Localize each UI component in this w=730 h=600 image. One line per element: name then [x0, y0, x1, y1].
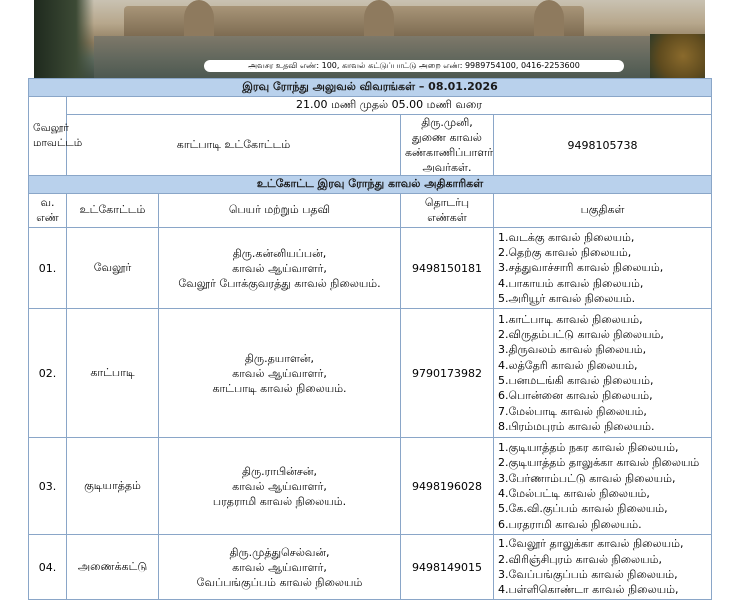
row-subdivision: வேலூர்	[67, 228, 159, 309]
col-subdivision: உட்கோட்டம்	[67, 194, 159, 228]
row-areas	[494, 438, 712, 535]
list-item: 4.லத்தேரி காவல் நிலையம்,	[498, 358, 638, 372]
list-item: 3.திருவலம் காவல் நிலையம்,	[498, 343, 647, 357]
list-item: 5.கே.வி.குப்பம் காவல் நிலையம்,	[498, 502, 668, 516]
list-item: 3.சத்துவாச்சாரி காவல் நிலையம்,	[498, 261, 664, 275]
emergency-info-strip: அவசர உதவி எண்: 100, காவல் கட்டுப்பாட்டு அறை எண்: 9989754100, 0416-2253600	[204, 60, 624, 72]
row-officer	[159, 438, 401, 535]
row-subdivision: குடியாத்தம்	[67, 438, 159, 535]
officer-title: துணை காவல் கண்காணிப்பாளர்	[405, 131, 493, 159]
row-areas	[494, 228, 712, 309]
table-row	[29, 309, 712, 438]
document-title: இரவு ரோந்து அலுவல் விவரங்கள் – 08.01.2026	[29, 79, 712, 97]
list-item: 5.பனமடங்கி காவல் நிலையம்,	[498, 374, 654, 387]
list-item: 5.அரியூர் காவல் நிலையம்.	[498, 291, 636, 305]
row-officer-station: வேலூர் போக்குவரத்து காவல் நிலையம்.	[178, 276, 381, 290]
row-officer-name: திரு.தயாளன்,	[244, 351, 315, 365]
col-areas: பகுதிகள்	[494, 194, 712, 228]
col-sno: வ. எண்	[29, 194, 67, 228]
title-row	[29, 79, 712, 97]
list-item: 6.பரதராமி காவல் நிலையம்.	[498, 517, 642, 531]
row-sno: 01.	[29, 228, 67, 309]
row-subdivision: அணைக்கட்டு	[67, 535, 159, 600]
fort-tower	[534, 0, 564, 36]
row-officer	[159, 228, 401, 309]
row-officer-name: திரு.ராபின்சன்,	[241, 464, 318, 478]
officer-name: திரு.முனி,	[421, 116, 473, 129]
fort-tower	[184, 0, 214, 36]
row-areas	[494, 309, 712, 438]
row-officer-name: திரு.முத்துசெல்வன்,	[229, 545, 330, 559]
row-officer-post: காவல் ஆய்வாளர்,	[232, 366, 327, 380]
time-range: 21.00 மணி முதல் 05.00 மணி வரை	[67, 97, 712, 115]
list-item: 4.பாகாயம் காவல் நிலையம்,	[498, 276, 644, 290]
row-officer-post: காவல் ஆய்வாளர்,	[232, 560, 327, 574]
row-phone: 9498196028	[401, 438, 494, 535]
row-phone: 9790173982	[401, 309, 494, 438]
district-label: வேலூர் மாவட்டம்	[29, 97, 67, 176]
row-areas	[494, 535, 712, 600]
subdivision-name: காட்பாடி உட்கோட்டம்	[67, 115, 401, 176]
tree-foliage	[650, 34, 705, 78]
tree-silhouette	[34, 0, 94, 78]
list-item: 3.பேர்ணாம்பட்டு காவல் நிலையம்,	[498, 471, 676, 485]
list-item: 2.குடியாத்தம் தாலுக்கா காவல் நிலையம்	[498, 456, 700, 470]
row-sno: 02.	[29, 309, 67, 438]
list-item: 4.மேல்பட்டி காவல் நிலையம்,	[498, 487, 650, 500]
row-sno: 03.	[29, 438, 67, 535]
list-item: 4.பள்ளிகொண்டா காவல் நிலையம்,	[498, 583, 679, 597]
row-sno: 04.	[29, 535, 67, 600]
list-item: 1.காட்பாடி காவல் நிலையம்,	[498, 312, 643, 326]
table-row	[29, 438, 712, 535]
officer-row	[29, 115, 712, 176]
col-contact: தொடர்பு எண்கள்	[401, 194, 494, 228]
list-item: 8.பிரம்மபுரம் காவல் நிலையம்.	[498, 419, 655, 433]
list-item: 1.வடக்கு காவல் நிலையம்,	[498, 230, 635, 244]
list-item: 2.விருதம்பட்டு காவல் நிலையம்,	[498, 328, 664, 342]
row-officer-post: காவல் ஆய்வாளர்,	[232, 479, 327, 493]
section-title: உட்கோட்ட இரவு ரோந்து காவல் அதிகாரிகள்	[29, 176, 712, 194]
row-officer-station: பரதராமி காவல் நிலையம்.	[212, 494, 347, 508]
row-officer	[159, 535, 401, 600]
section-row	[29, 176, 712, 194]
col-name-post: பெயர் மற்றும் பதவி	[159, 194, 401, 228]
row-officer-name: திரு.கன்னியப்பன்,	[232, 246, 327, 260]
table-row	[29, 228, 712, 309]
list-item: 7.மேல்பாடி காவல் நிலையம்,	[498, 404, 647, 418]
row-officer-post: காவல் ஆய்வாளர்,	[232, 261, 327, 275]
list-item: 6.பொன்னை காவல் நிலையம்,	[498, 389, 653, 403]
officer-suffix: அவர்கள்.	[422, 161, 472, 174]
row-officer-station: காட்பாடி காவல் நிலையம்.	[212, 381, 347, 395]
night-patrol-table	[28, 78, 712, 600]
row-phone: 9498150181	[401, 228, 494, 309]
fort-tower	[364, 0, 394, 36]
list-item: 3.வேப்பங்குப்பம் காவல் நிலையம்,	[498, 568, 678, 581]
header-banner-image	[34, 0, 705, 78]
list-item: 2.விரிஞ்சிபுரம் காவல் நிலையம்,	[498, 552, 662, 566]
table-row	[29, 535, 712, 600]
officer-block	[401, 115, 494, 176]
list-item: 2.தெற்கு காவல் நிலையம்,	[498, 246, 632, 260]
row-phone: 9498149015	[401, 535, 494, 600]
row-officer-station: வேப்பங்குப்பம் காவல் நிலையம்	[196, 575, 363, 589]
row-subdivision: காட்பாடி	[67, 309, 159, 438]
list-item: 1.குடியாத்தம் நகர காவல் நிலையம்,	[498, 441, 679, 455]
column-header-row	[29, 194, 712, 228]
list-item: 1.வேலூர் தாலுக்கா காவல் நிலையம்,	[498, 537, 684, 551]
row-officer	[159, 309, 401, 438]
time-row	[29, 97, 712, 115]
officer-phone: 9498105738	[494, 115, 712, 176]
